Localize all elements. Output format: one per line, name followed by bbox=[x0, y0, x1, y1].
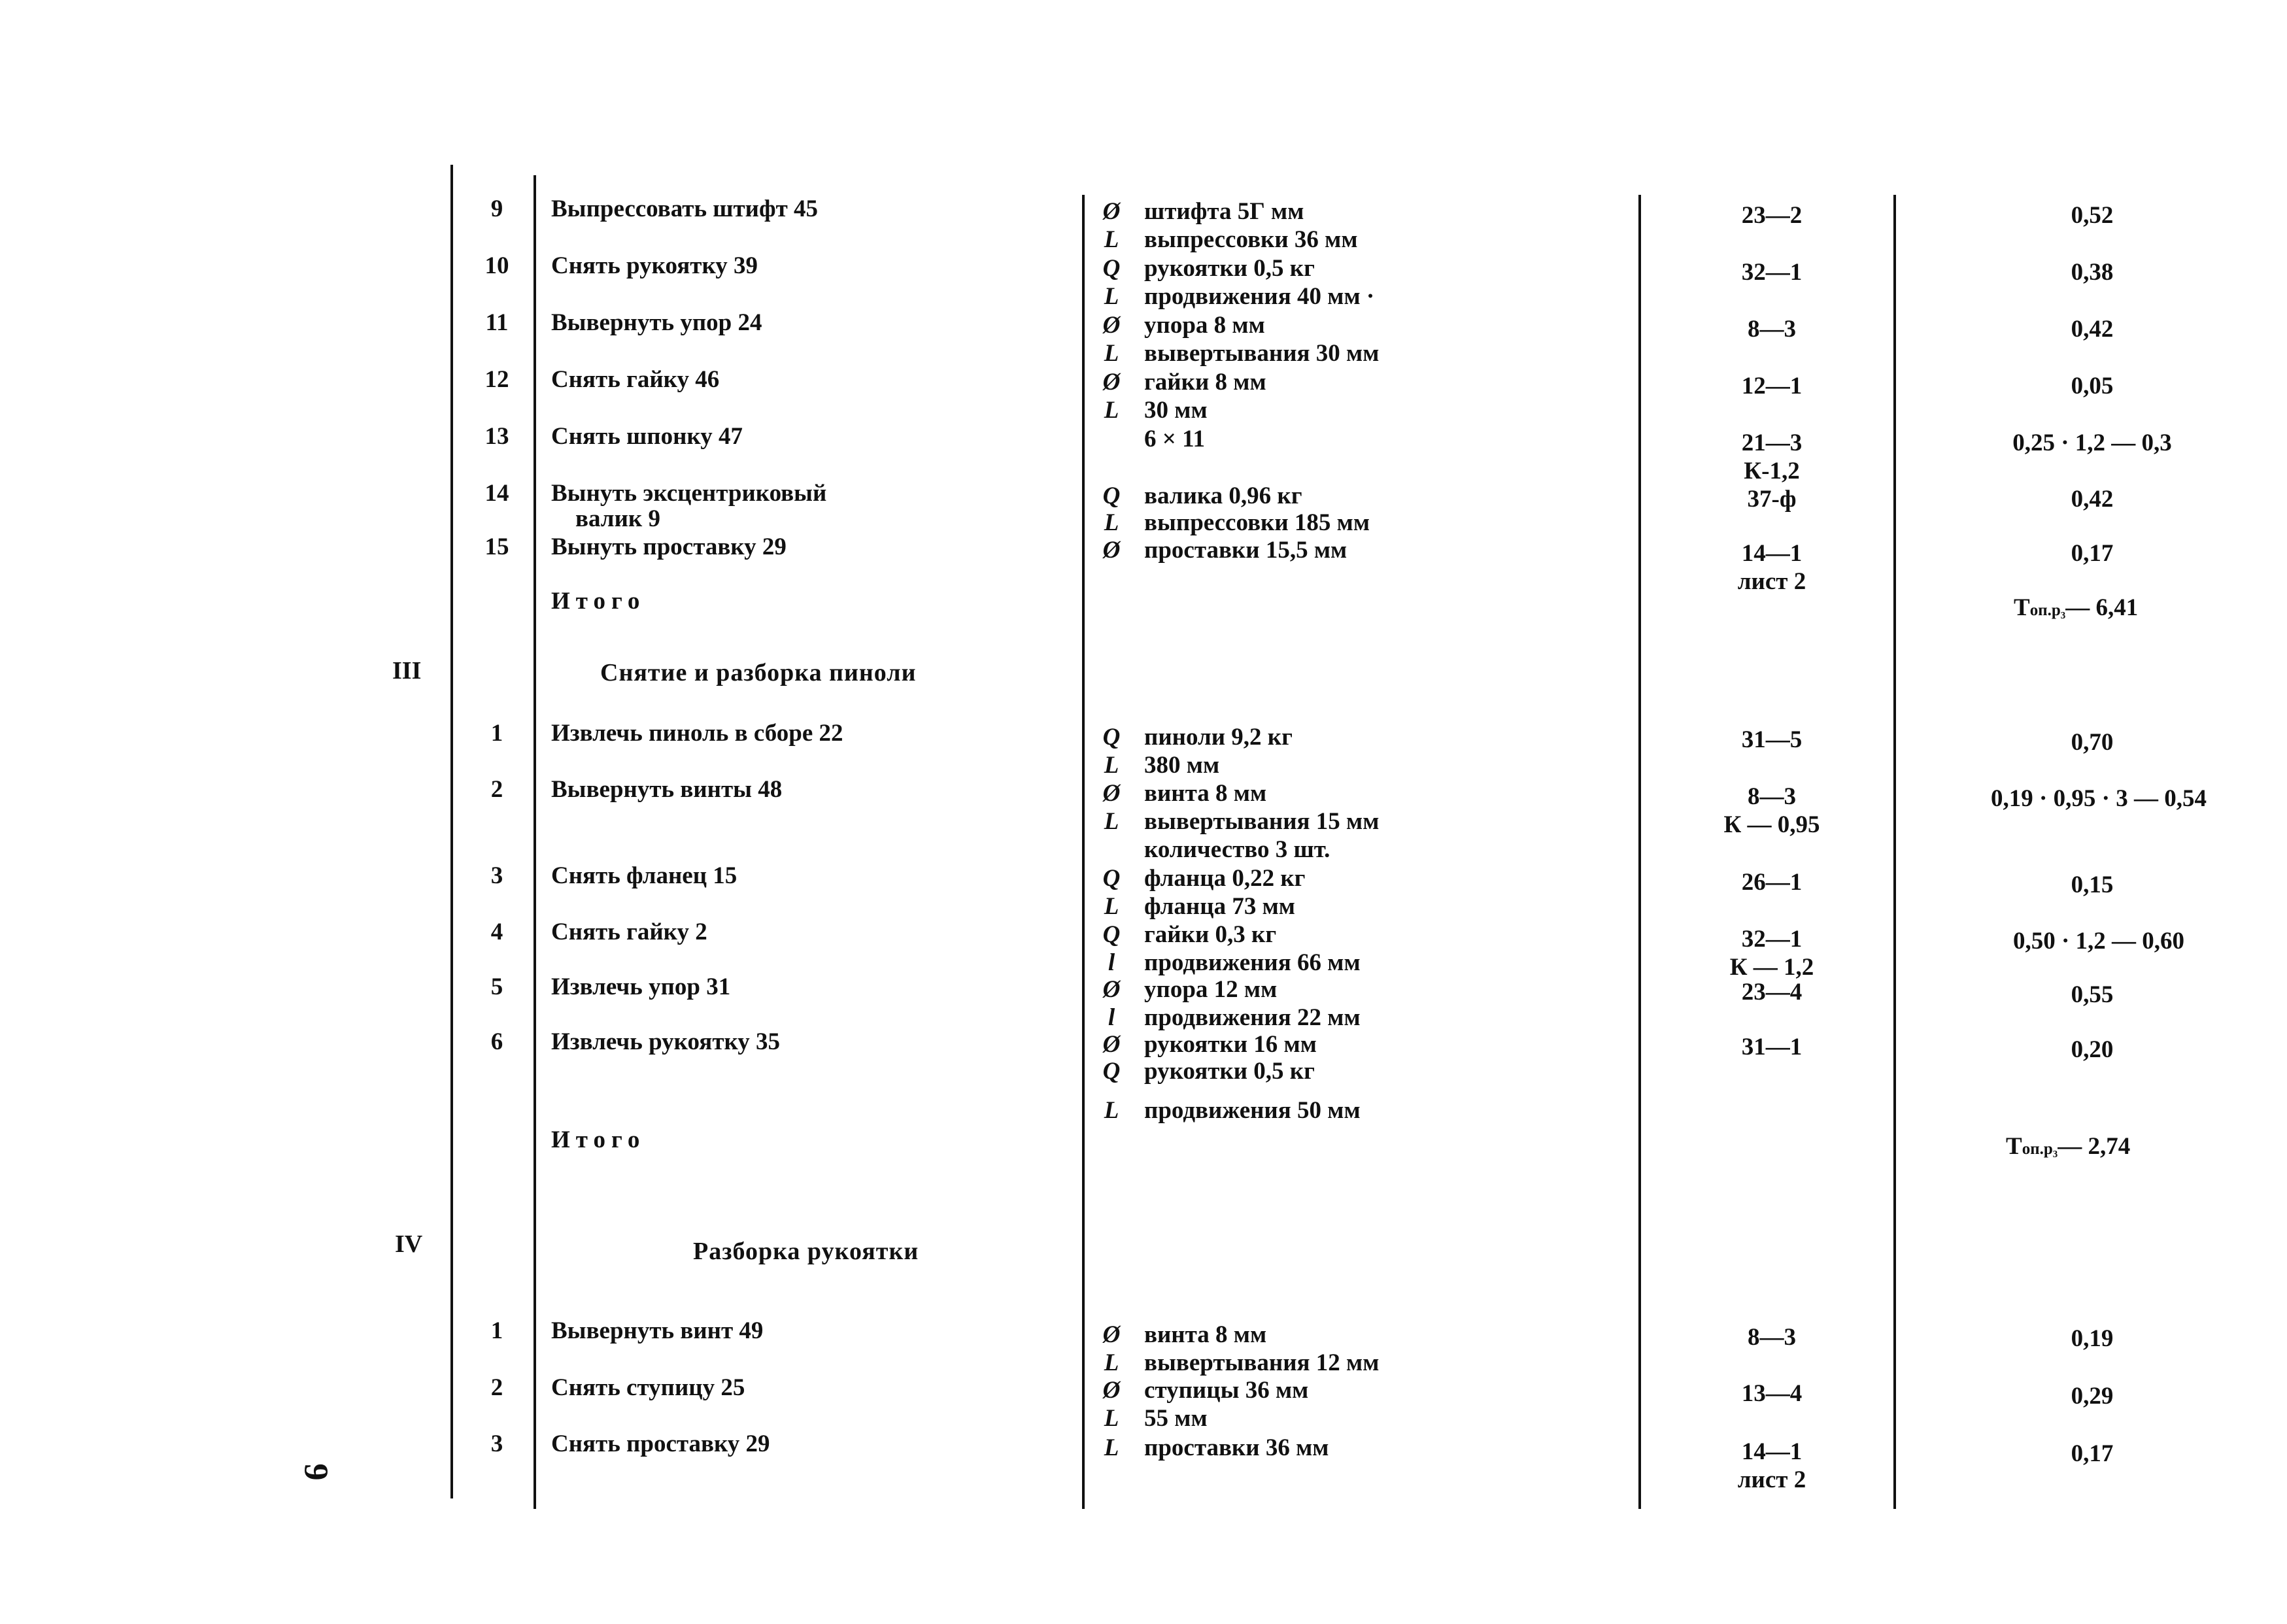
reference-text: 32—1 bbox=[1741, 259, 1803, 286]
reference-text: 31—1 bbox=[1741, 1034, 1803, 1060]
param-text: выпрессовки 36 мм bbox=[1144, 226, 1358, 253]
reference-text: К — 1,2 bbox=[1729, 954, 1814, 981]
time-norm: 0,25 · 1,2 — 0,3 bbox=[2012, 430, 2172, 456]
param-symbol: l bbox=[1108, 1004, 1115, 1031]
param-text: упора 12 мм bbox=[1144, 976, 1278, 1003]
param-text: фланца 73 мм bbox=[1144, 893, 1295, 920]
param-text: рукоятки 0,5 кг bbox=[1144, 255, 1315, 282]
reference-text: К — 0,95 bbox=[1723, 811, 1820, 838]
section-heading: Снятие и разборка пиноли bbox=[600, 659, 917, 686]
param-text: рукоятки 0,5 кг bbox=[1144, 1058, 1315, 1085]
time-norm: 0,42 bbox=[2071, 316, 2114, 343]
param-text: выпрессовки 185 мм bbox=[1144, 509, 1370, 536]
row-number: 13 bbox=[484, 423, 509, 450]
param-symbol: L bbox=[1104, 226, 1119, 253]
param-symbol: Ø bbox=[1102, 1321, 1121, 1348]
reference-text: лист 2 bbox=[1737, 568, 1806, 595]
param-symbol: Ø bbox=[1102, 198, 1121, 225]
row-number: 15 bbox=[484, 533, 509, 560]
param-symbol: L bbox=[1104, 893, 1119, 920]
param-symbol: L bbox=[1104, 1097, 1119, 1124]
total-label: Итого bbox=[551, 588, 646, 615]
time-norm: 0,17 bbox=[2071, 1440, 2114, 1467]
time-norm: 0,15 bbox=[2071, 871, 2114, 898]
param-text: винта 8 мм bbox=[1144, 780, 1267, 807]
time-norm: 0,38 bbox=[2071, 259, 2114, 286]
row-number: 10 bbox=[484, 252, 509, 279]
param-text: рукоятки 16 мм bbox=[1144, 1031, 1317, 1058]
reference-text: 31—5 bbox=[1741, 726, 1803, 753]
row-number: 9 bbox=[490, 195, 503, 222]
param-symbol: Q bbox=[1102, 724, 1121, 751]
reference-text: 37-ф bbox=[1747, 486, 1797, 513]
reference-text: 23—4 bbox=[1741, 979, 1803, 1006]
row-number: 1 bbox=[490, 1317, 503, 1344]
param-text: продвижения 50 мм bbox=[1144, 1097, 1361, 1124]
param-text: 30 мм bbox=[1144, 397, 1208, 424]
param-symbol: Ø bbox=[1102, 312, 1121, 339]
param-symbol: L bbox=[1104, 509, 1119, 536]
param-text: валика 0,96 кг bbox=[1144, 482, 1302, 509]
operation-text: Вывернуть винт 49 bbox=[551, 1317, 764, 1344]
table-rule-params bbox=[1638, 195, 1641, 1509]
operation-text: Снять фланец 15 bbox=[551, 862, 737, 889]
param-symbol: Q bbox=[1102, 255, 1121, 282]
time-norm: 0,17 bbox=[2071, 540, 2114, 567]
row-number: 2 bbox=[490, 1374, 503, 1401]
row-number: 6 bbox=[490, 1028, 503, 1055]
param-symbol: L bbox=[1104, 283, 1119, 310]
param-symbol: Q bbox=[1102, 865, 1121, 892]
reference-text: лист 2 bbox=[1737, 1466, 1806, 1493]
time-norm: 0,52 bbox=[2071, 202, 2114, 229]
param-symbol: L bbox=[1104, 1434, 1119, 1461]
param-text: гайки 8 мм bbox=[1144, 369, 1266, 396]
time-norm: 0,20 bbox=[2071, 1036, 2114, 1063]
param-text: винта 8 мм bbox=[1144, 1321, 1267, 1348]
total-label: Итого bbox=[551, 1126, 646, 1153]
reference-text: 32—1 bbox=[1741, 926, 1803, 953]
table-rule-op bbox=[1082, 195, 1085, 1509]
section-heading: Разборка рукоятки bbox=[693, 1238, 919, 1265]
row-number: 5 bbox=[490, 973, 503, 1000]
operation-text: Вынуть проставку 29 bbox=[551, 533, 787, 560]
operation-text: Снять гайку 46 bbox=[551, 366, 720, 393]
row-number: 3 bbox=[490, 862, 503, 889]
time-norm: 0,05 bbox=[2071, 373, 2114, 399]
time-norm: 0,70 bbox=[2071, 729, 2114, 756]
param-symbol: Q bbox=[1102, 482, 1121, 509]
param-text: ступицы 36 мм bbox=[1144, 1377, 1309, 1404]
reference-text: 12—1 bbox=[1741, 373, 1803, 399]
row-number: 3 bbox=[490, 1430, 503, 1457]
param-text: вывертывания 30 мм bbox=[1144, 340, 1380, 367]
operation-text: Извлечь рукоятку 35 bbox=[551, 1028, 781, 1055]
param-symbol: L bbox=[1104, 397, 1119, 424]
param-text: гайки 0,3 кг bbox=[1144, 921, 1277, 948]
param-symbol: Ø bbox=[1102, 976, 1121, 1003]
param-text: вывертывания 15 мм bbox=[1144, 808, 1380, 835]
row-number: 12 bbox=[484, 366, 509, 393]
param-symbol: Ø bbox=[1102, 1377, 1121, 1404]
section-number: III bbox=[392, 657, 422, 685]
param-symbol: Q bbox=[1102, 921, 1121, 948]
param-symbol: L bbox=[1104, 808, 1119, 835]
param-text: количество 3 шт. bbox=[1144, 836, 1330, 863]
reference-text: 23—2 bbox=[1741, 202, 1803, 229]
param-symbol: L bbox=[1104, 340, 1119, 367]
operation-text: Извлечь упор 31 bbox=[551, 973, 731, 1000]
operation-text: Снять проставку 29 bbox=[551, 1430, 770, 1457]
total-value: Топ.р₃— 2,74 bbox=[2006, 1133, 2131, 1160]
reference-text: 13—4 bbox=[1741, 1380, 1803, 1407]
row-number: 11 bbox=[485, 309, 509, 336]
param-text: пиноли 9,2 кг bbox=[1144, 724, 1293, 751]
table-rule-num bbox=[534, 175, 536, 1509]
param-text: фланца 0,22 кг bbox=[1144, 865, 1306, 892]
param-symbol: Ø bbox=[1102, 780, 1121, 807]
operation-text: валик 9 bbox=[575, 505, 660, 532]
reference-text: 21—3 bbox=[1741, 430, 1803, 456]
param-text: 6 × 11 bbox=[1144, 426, 1206, 452]
time-norm: 0,55 bbox=[2071, 981, 2114, 1008]
param-symbol: Ø bbox=[1102, 537, 1121, 564]
row-number: 4 bbox=[490, 919, 503, 945]
operation-text: Снять ступицу 25 bbox=[551, 1374, 745, 1401]
time-norm: 0,29 bbox=[2071, 1383, 2114, 1410]
section-number: IV bbox=[395, 1230, 423, 1258]
operation-text: Вывернуть упор 24 bbox=[551, 309, 762, 336]
param-symbol: L bbox=[1104, 1405, 1119, 1432]
operation-text: Вывернуть винты 48 bbox=[551, 776, 783, 803]
row-number: 14 bbox=[484, 480, 509, 507]
operation-text: Снять гайку 2 bbox=[551, 919, 707, 945]
operation-text: Извлечь пиноль в сборе 22 bbox=[551, 720, 843, 747]
param-symbol: Ø bbox=[1102, 369, 1121, 396]
param-symbol: L bbox=[1104, 1349, 1119, 1376]
operation-text: Снять рукоятку 39 bbox=[551, 252, 758, 279]
reference-text: 8—3 bbox=[1748, 1324, 1796, 1351]
total-value: Топ.р₃— 6,41 bbox=[2014, 594, 2139, 621]
param-symbol: l bbox=[1108, 949, 1115, 976]
param-text: продвижения 66 мм bbox=[1144, 949, 1361, 976]
page-number: 9 bbox=[297, 1463, 335, 1481]
reference-text: 14—1 bbox=[1741, 1438, 1803, 1465]
operation-text: Выпрессовать штифт 45 bbox=[551, 195, 819, 222]
reference-text: 26—1 bbox=[1741, 869, 1803, 896]
time-norm: 0,42 bbox=[2071, 486, 2114, 513]
time-norm: 0,19 bbox=[2071, 1325, 2114, 1352]
param-text: продвижения 40 мм · bbox=[1144, 283, 1375, 310]
param-symbol: L bbox=[1104, 752, 1119, 779]
table-rule-ref bbox=[1893, 195, 1896, 1509]
time-norm: 0,50 · 1,2 — 0,60 bbox=[2012, 928, 2185, 955]
param-text: вывертывания 12 мм bbox=[1144, 1349, 1380, 1376]
reference-text: 14—1 bbox=[1741, 540, 1803, 567]
param-text: проставки 36 мм bbox=[1144, 1434, 1329, 1461]
param-text: штифта 5Г мм bbox=[1144, 198, 1304, 225]
reference-text: К-1,2 bbox=[1744, 458, 1800, 484]
param-text: 55 мм bbox=[1144, 1405, 1208, 1432]
param-text: проставки 15,5 мм bbox=[1144, 537, 1347, 564]
param-text: продвижения 22 мм bbox=[1144, 1004, 1361, 1031]
row-number: 2 bbox=[490, 776, 503, 803]
row-number: 1 bbox=[490, 720, 503, 747]
param-text: упора 8 мм bbox=[1144, 312, 1265, 339]
table-rule-left bbox=[450, 165, 453, 1498]
reference-text: 8—3 bbox=[1748, 316, 1796, 343]
param-symbol: Ø bbox=[1102, 1031, 1121, 1058]
param-text: 380 мм bbox=[1144, 752, 1220, 779]
operation-text: Вынуть эксцентриковый bbox=[551, 480, 827, 507]
reference-text: 8—3 bbox=[1748, 783, 1796, 810]
param-symbol: Q bbox=[1102, 1058, 1121, 1085]
time-norm: 0,19 · 0,95 · 3 — 0,54 bbox=[1991, 785, 2207, 812]
operation-text: Снять шпонку 47 bbox=[551, 423, 743, 450]
